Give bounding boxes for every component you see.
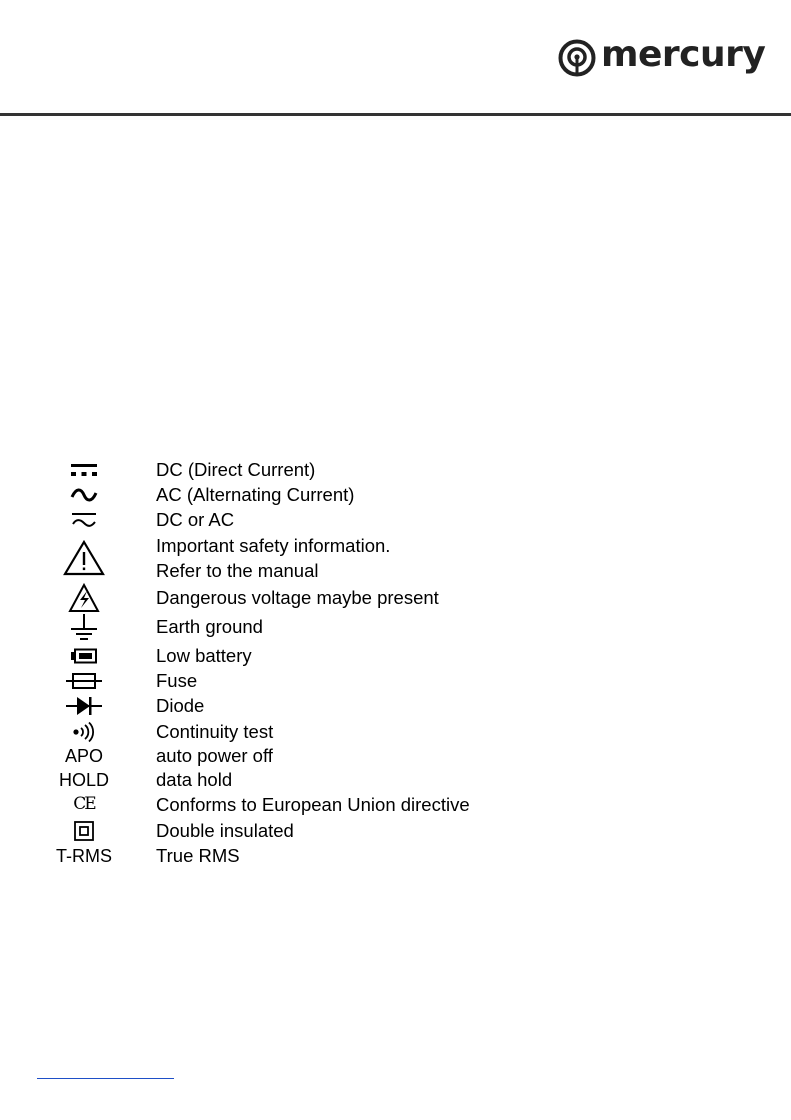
- symbol-label: True RMS: [156, 845, 240, 866]
- symbol-label-line2: Refer to the manual: [156, 560, 319, 581]
- symbol-label: Dangerous voltage maybe present: [156, 587, 439, 608]
- ce-mark-text: CE: [73, 794, 95, 814]
- apo-symbol: APO: [64, 745, 103, 766]
- fuse-icon: [65, 672, 103, 690]
- symbol-label: DC (Direct Current): [156, 459, 316, 480]
- symbol-label: Double insulated: [156, 820, 294, 841]
- diode-icon: [65, 696, 103, 716]
- symbol-label: Continuity test: [156, 721, 274, 742]
- header-divider: [0, 113, 791, 116]
- symbol-label: Important safety information.: [156, 535, 391, 556]
- trms-symbol: T-RMS: [56, 845, 112, 866]
- double-insulated-icon: [74, 821, 94, 841]
- warning-triangle-icon: [63, 540, 105, 576]
- symbol-label: Earth ground: [156, 616, 263, 637]
- symbol-label: auto power off: [156, 745, 273, 766]
- symbol-label: Conforms to European Union directive: [156, 794, 470, 815]
- high-voltage-icon: [68, 583, 100, 613]
- ac-icon: [70, 486, 98, 504]
- ce-mark: [46, 792, 122, 817]
- mercury-logo-icon: [557, 38, 597, 78]
- symbol-label: DC or AC: [156, 509, 235, 530]
- earth-ground-icon: [69, 613, 99, 641]
- symbol-label: AC (Alternating Current): [156, 484, 355, 505]
- dc-icon: [70, 463, 98, 477]
- symbol-label: data hold: [156, 769, 233, 790]
- continuity-icon: [71, 721, 97, 743]
- symbol-label: Fuse: [156, 670, 198, 691]
- footer-link-underline: [37, 1078, 174, 1079]
- symbol-label: Diode: [156, 695, 205, 716]
- hold-symbol: HOLD: [58, 769, 109, 790]
- dc-or-ac-icon: [70, 510, 98, 530]
- brand-logo: [557, 34, 766, 78]
- brand-name: mercury: [601, 34, 766, 75]
- battery-icon: [70, 648, 98, 664]
- symbol-label: Low battery: [156, 645, 252, 666]
